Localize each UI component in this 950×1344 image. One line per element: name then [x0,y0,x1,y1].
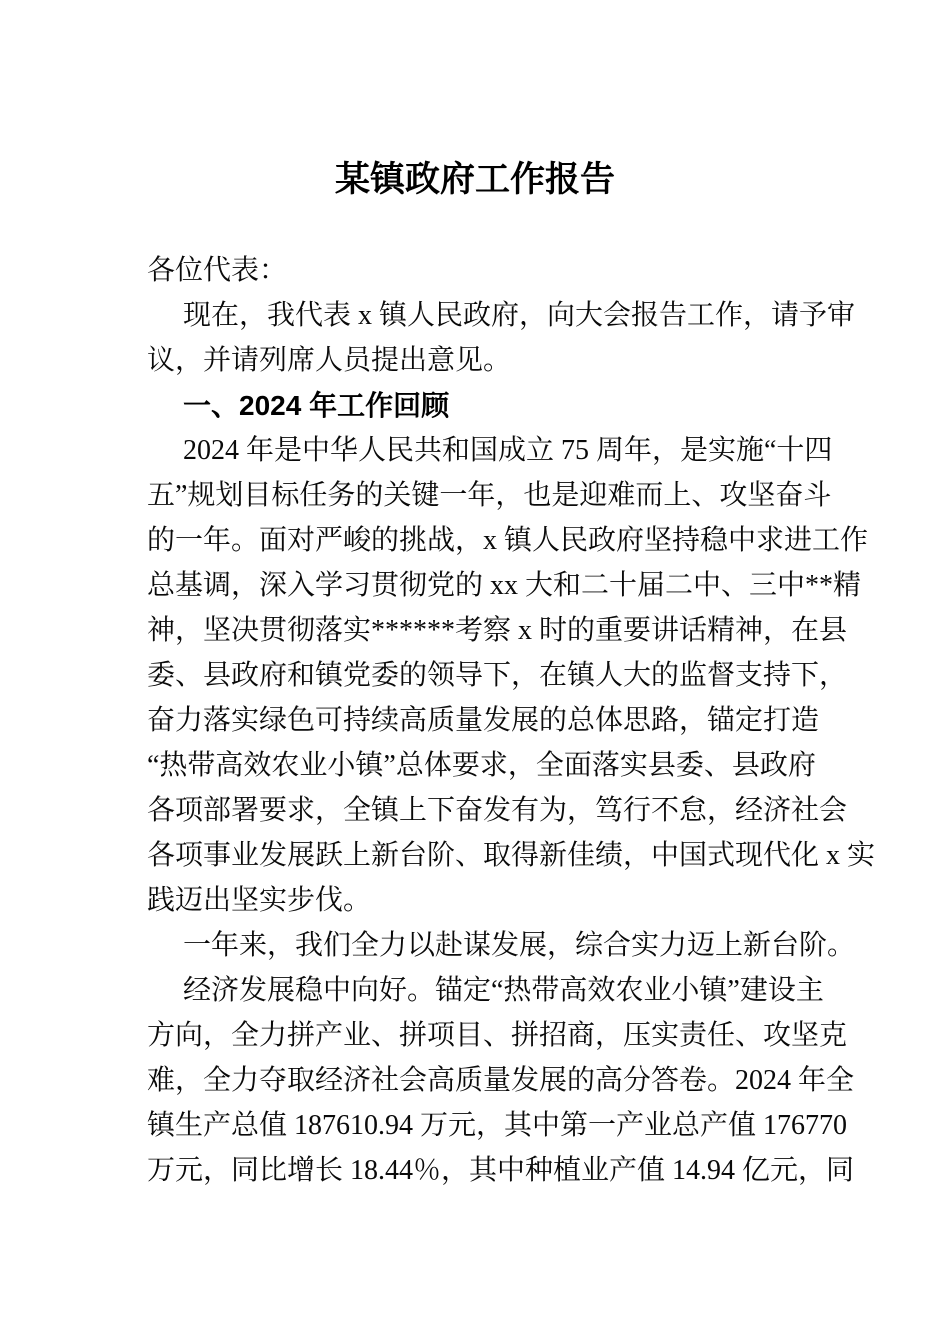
text-line: 五”规划目标任务的关键一年，也是迎难而上、攻坚奋斗 [147,480,832,511]
paragraph [147,293,907,383]
paragraph [147,248,907,293]
text-line: 一、2024 年工作回顾 [183,390,450,421]
text-line: 委、县政府和镇党委的领导下，在镇人大的监督支持下， [147,660,848,691]
text-line: 镇生产总值 187610.94 万元，其中第一产业总产值 176770 [147,1110,848,1141]
text-line: “热带高效农业小镇”总体要求，全面落实县委、县政府 [147,750,816,781]
paragraph [147,428,907,923]
paragraph [147,968,907,1193]
document-title: 某镇政府工作报告 [334,160,615,199]
text-line: 奋力落实绿色可持续高质量发展的总体思路，锚定打造 [147,705,820,736]
text-line: 各项部署要求，全镇上下奋发有为，笃行不怠，经济社会 [147,795,848,826]
text-line: 经济发展稳中向好。锚定“热带高效农业小镇”建设主 [183,975,824,1006]
text-line: 现在，我代表 x 镇人民政府，向大会报告工作，请予审 [183,300,856,331]
text-line: 2024 年是中华人民共和国成立 75 周年，是实施“十四 [183,435,833,466]
text-line: 总基调，深入学习贯彻党的 xx 大和二十届二中、三中**精 [147,570,862,601]
text-line: 神，坚决贯彻落实******考察 x 时的重要讲话精神，在县 [147,615,848,646]
text-line: 的一年。面对严峻的挑战，x 镇人民政府坚持稳中求进工作 [147,525,869,556]
paragraph [147,923,907,968]
text-line: 议，并请列席人员提出意见。 [147,345,512,376]
text-line: 各项事业发展跃上新台阶、取得新佳绩，中国式现代化 x 实 [147,840,876,871]
section-heading [147,383,907,428]
document-body [147,248,907,1193]
text-line: 一年来，我们全力以赴谋发展，综合实力迈上新台阶。 [183,930,856,961]
text-line: 方向，全力拼产业、拼项目、拼招商，压实责任、攻坚克 [147,1020,848,1051]
text-line: 践迈出坚实步伐。 [147,885,372,916]
text-line: 难，全力夺取经济社会高质量发展的高分答卷。2024 年全 [147,1065,855,1096]
text-line: 各位代表： [147,255,288,286]
text-line: 万元，同比增长 18.44％，其中种植业产值 14.94 亿元，同 [147,1155,855,1186]
